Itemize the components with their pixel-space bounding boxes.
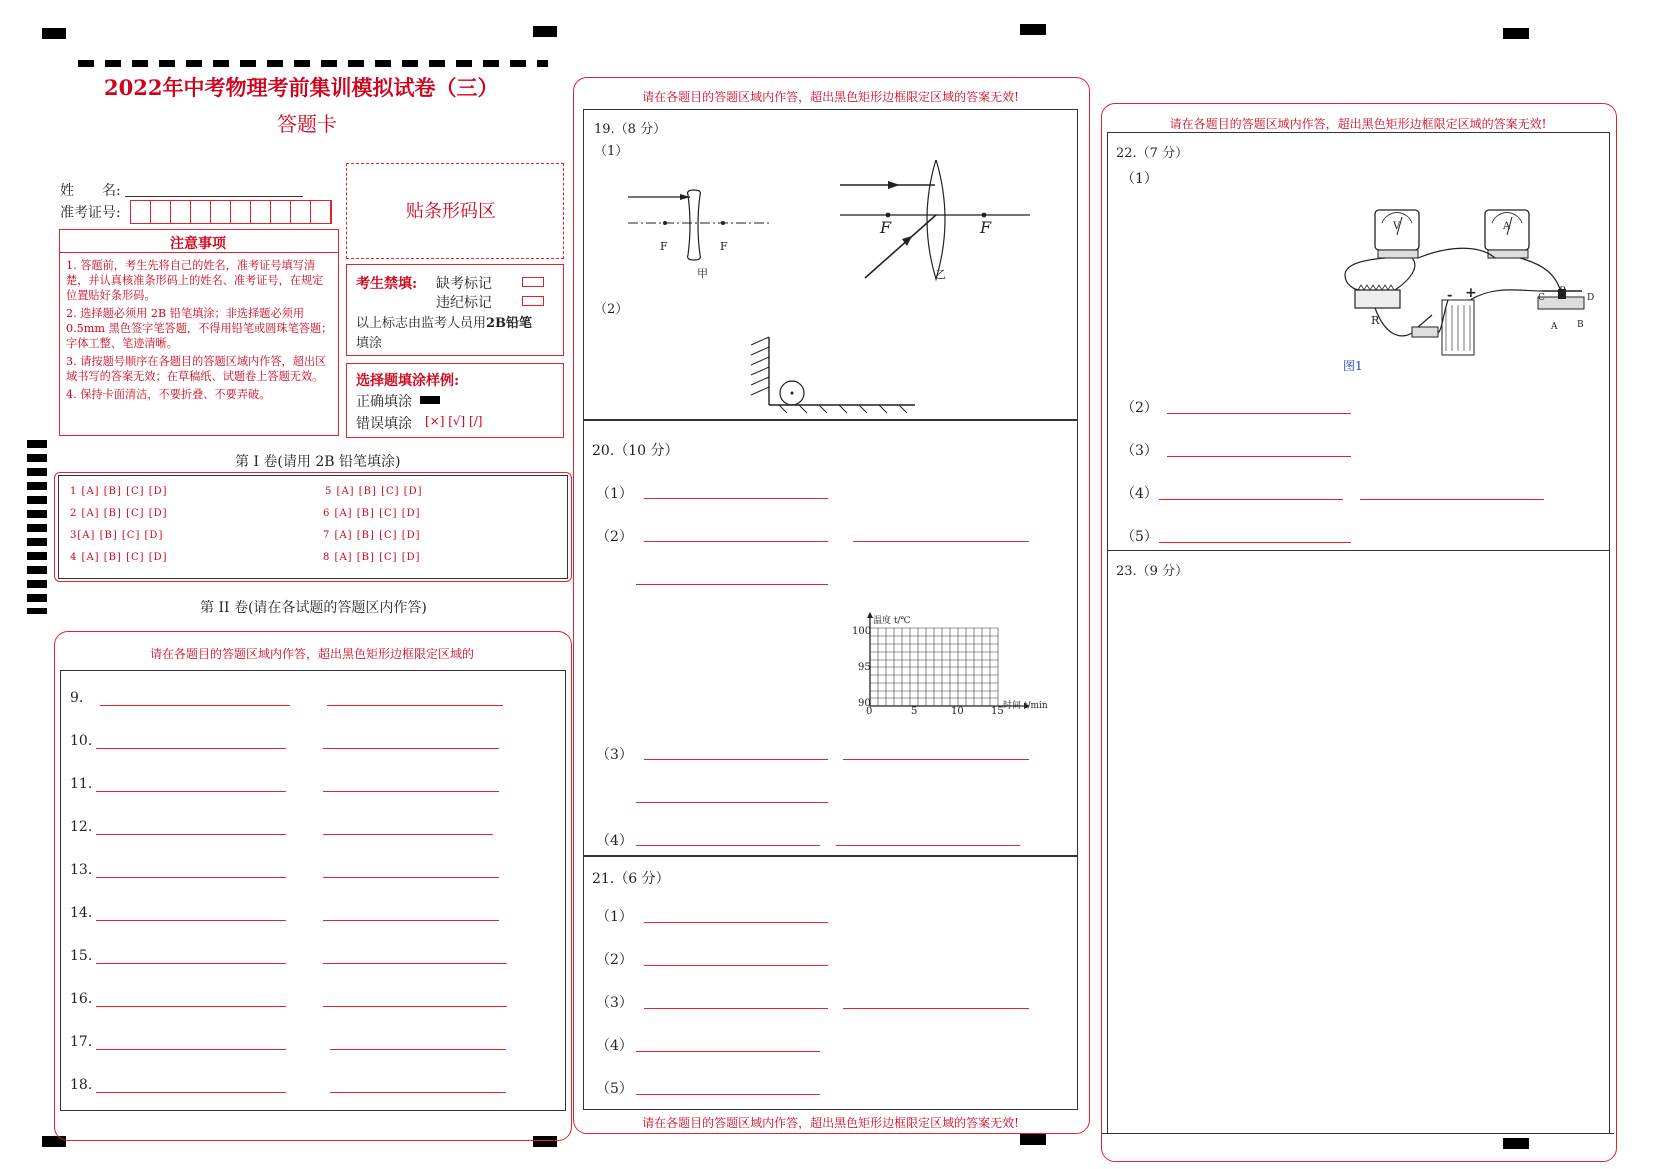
answer-line[interactable] xyxy=(636,1051,820,1052)
answer-line[interactable] xyxy=(96,834,286,835)
answer-line[interactable] xyxy=(330,1049,506,1050)
answer-line[interactable] xyxy=(323,877,499,878)
forbid-note-text: 以上标志由监考人员用 xyxy=(356,316,487,331)
dashed-top-bar xyxy=(78,60,548,67)
graph-y-label: 温度 t/℃ xyxy=(873,616,911,626)
timing-mark xyxy=(1020,1134,1046,1145)
q19-heading: 19.（8 分） xyxy=(594,122,667,137)
page-subtitle: 答题卡 xyxy=(277,112,337,136)
violation-label: 违纪标记 xyxy=(436,295,492,311)
answer-line[interactable] xyxy=(1167,413,1351,414)
timing-mark xyxy=(1503,28,1529,39)
answer-line[interactable] xyxy=(644,541,828,542)
correct-fill-label: 正确填涂 xyxy=(356,394,412,410)
battery-minus-label: - xyxy=(1447,288,1453,303)
q21-box xyxy=(583,855,1078,1110)
graph-x-label: 时间 t/min xyxy=(1003,701,1048,711)
answer-line[interactable] xyxy=(636,802,828,803)
q19-yi-label: 乙 xyxy=(935,268,946,281)
answer-line[interactable] xyxy=(644,965,828,966)
answer-line[interactable] xyxy=(644,922,828,923)
answer-line[interactable] xyxy=(327,705,503,706)
timing-mark xyxy=(1020,24,1046,35)
graph-y-tick: 95 xyxy=(858,662,871,673)
answer-line[interactable] xyxy=(96,1049,286,1050)
forbid-label: 考生禁填: xyxy=(356,276,418,292)
mcq-row-6[interactable]: 6 [A] [B] [C] [D] xyxy=(323,508,421,519)
q21-part4-label: （4） xyxy=(596,1038,633,1054)
timing-mark xyxy=(533,26,557,37)
q21-part5-label: （5） xyxy=(596,1081,633,1097)
q22-part2-label: （2） xyxy=(1121,400,1158,416)
q20-part2-label: （2） xyxy=(596,529,633,545)
forbid-note-end: 填涂 xyxy=(356,336,383,351)
q23-answer-area[interactable] xyxy=(1110,580,1605,1128)
q20-part1-label: （1） xyxy=(596,486,633,502)
wrong-fill-label: 错误填涂 xyxy=(356,416,412,432)
voltmeter-label: V xyxy=(1393,221,1401,232)
answer-line[interactable] xyxy=(636,584,828,585)
answer-line[interactable] xyxy=(1167,456,1351,457)
mcq-row-7[interactable]: 7 [A] [B] [C] [D] xyxy=(323,530,421,541)
fill-example-title: 选择题填涂样例: xyxy=(356,373,460,389)
q19-part1-label: （1） xyxy=(594,144,629,159)
exam-number-grid[interactable] xyxy=(130,200,332,224)
graph-x-tick: 0 xyxy=(866,706,873,717)
notice-item: 1. 答题前，考生先将自己的姓名，准考证号填写清楚，并认真核准条形码上的姓名、准考证号，在规定位置贴好条形码。 xyxy=(66,259,324,302)
q21-heading: 21.（6 分） xyxy=(592,871,670,887)
rheostat-d-label: D xyxy=(1587,293,1595,303)
mcq-row-1[interactable]: 1 [A] [B] [C] [D] xyxy=(70,486,168,497)
absent-label: 缺考标记 xyxy=(436,276,492,292)
rheostat-a-label: A xyxy=(1551,322,1558,332)
q21-part2-label: （2） xyxy=(596,952,633,968)
q20-part3-label: （3） xyxy=(596,747,633,763)
rheostat-p-label: P xyxy=(1559,286,1566,297)
ammeter-label: A xyxy=(1503,221,1511,232)
part2-title: 第 II 卷(请在各试题的答题区内作答) xyxy=(200,600,427,616)
question-number: 9. xyxy=(70,690,84,706)
column2-warning-bottom: 请在各题目的答题区域内作答，超出黑色矩形边框限定区域的答案无效! xyxy=(642,1116,1019,1130)
page-title: 2022年中考物理考前集训模拟试卷（三） xyxy=(104,75,499,100)
side-timing-marks xyxy=(27,440,47,614)
question-number: 15. xyxy=(70,948,93,964)
fill-blank-list xyxy=(70,690,560,1110)
q19-lens-diagrams xyxy=(620,160,1040,290)
answer-line[interactable] xyxy=(644,498,828,499)
exam-number-label: 准考证号: xyxy=(60,205,121,221)
question-number: 12. xyxy=(70,819,93,835)
graph-y-tick: 100 xyxy=(852,626,872,637)
answer-line[interactable] xyxy=(636,1094,820,1095)
question-number: 11. xyxy=(70,776,93,792)
notice-item: 2. 选择题必须用 2B 铅笔填涂；非选择题必须用 0.5mm 黑色签字笔答题，不得用铅笔或圆珠笔答题；字体工整、笔迹清晰。 xyxy=(66,307,333,350)
q19-mirror-diagram xyxy=(745,335,925,415)
answer-line[interactable] xyxy=(636,845,820,846)
forbid-note-bold: 2B铅笔 xyxy=(486,316,533,331)
q19-jia-label: 甲 xyxy=(697,267,708,280)
q22-part4-label: （4） xyxy=(1121,486,1158,502)
name-label: 姓 名: xyxy=(60,183,121,199)
answer-line[interactable] xyxy=(853,541,1029,542)
answer-line[interactable] xyxy=(323,1006,507,1007)
q22-part1-label: （1） xyxy=(1121,171,1158,187)
answer-line[interactable] xyxy=(836,845,1020,846)
q22-heading: 22.（7 分） xyxy=(1116,146,1189,161)
notice-divider xyxy=(59,252,338,253)
battery-plus-label: + xyxy=(1465,285,1477,301)
answer-line[interactable] xyxy=(323,963,507,964)
notice-item: 4. 保持卡面清洁，不要折叠、不要弄破。 xyxy=(66,388,271,401)
answer-line[interactable] xyxy=(843,1008,1029,1009)
column2-warning-top: 请在各题目的答题区域内作答，超出黑色矩形边框限定区域的答案无效! xyxy=(642,90,1019,104)
violation-mark-box[interactable] xyxy=(522,296,544,306)
answer-line[interactable] xyxy=(96,963,286,964)
question-number: 17. xyxy=(70,1034,93,1050)
notice-title: 注意事项 xyxy=(170,236,226,252)
rheostat-c-label: C xyxy=(1538,293,1545,303)
answer-line[interactable] xyxy=(644,1008,828,1009)
answer-line[interactable] xyxy=(1159,499,1343,500)
q22-part3-label: （3） xyxy=(1121,443,1158,459)
column3-box-gap xyxy=(1102,1133,1614,1134)
mcq-row-3[interactable]: 3[A] [B] [C] [D] xyxy=(70,530,164,541)
name-field[interactable] xyxy=(125,196,303,197)
answer-line[interactable] xyxy=(323,920,499,921)
answer-line[interactable] xyxy=(1159,542,1351,543)
mcq-row-2[interactable]: 2 [A] [B] [C] [D] xyxy=(70,508,168,519)
question-number: 13. xyxy=(70,862,93,878)
wrong-fill-samples: [×] [√] [/] xyxy=(425,414,483,428)
q20-heading: 20.（10 分） xyxy=(592,443,679,459)
answer-line[interactable] xyxy=(96,748,286,749)
q19-focus-label: F xyxy=(660,240,668,253)
answer-line[interactable] xyxy=(330,1092,506,1093)
answer-line[interactable] xyxy=(100,705,290,706)
mcq-row-8[interactable]: 8 [A] [B] [C] [D] xyxy=(323,552,421,563)
answer-line[interactable] xyxy=(96,1092,286,1093)
column3-warning-top: 请在各题目的答题区域内作答，超出黑色矩形边框限定区域的答案无效! xyxy=(1169,117,1547,131)
question-number: 14. xyxy=(70,905,93,921)
graph-x-tick: 5 xyxy=(911,706,918,717)
forbid-note xyxy=(356,312,532,331)
q19-focus-label: F xyxy=(720,240,728,253)
answer-line[interactable] xyxy=(96,920,286,921)
answer-line[interactable] xyxy=(1360,499,1544,500)
q21-part3-label: （3） xyxy=(596,995,633,1011)
resistor-label: R xyxy=(1371,314,1380,327)
q19-focus-label: F xyxy=(980,218,992,237)
answer-line[interactable] xyxy=(96,877,286,878)
notice-item: 3. 请按题号顺序在各题目的答题区域内作答，超出区域书写的答案无效；在草稿纸、试题卷上答题无效。 xyxy=(66,355,327,383)
answer-line[interactable] xyxy=(843,759,1029,760)
mcq-row-5[interactable]: 5 [A] [B] [C] [D] xyxy=(325,486,423,497)
timing-mark xyxy=(42,28,66,39)
q23-heading: 23.（9 分） xyxy=(1116,564,1189,579)
part1-title: 第 I 卷(请用 2B 铅笔填涂) xyxy=(235,454,401,470)
answer-line[interactable] xyxy=(644,759,828,760)
mcq-row-4[interactable]: 4 [A] [B] [C] [D] xyxy=(70,552,168,563)
graph-y-tick: 90 xyxy=(858,698,871,709)
q22-part5-label: （5） xyxy=(1121,529,1158,545)
notice-list xyxy=(66,258,334,402)
q21-part1-label: （1） xyxy=(596,909,633,925)
question-number: 16. xyxy=(70,991,93,1007)
q19-part2-label: （2） xyxy=(594,302,629,317)
answer-line[interactable] xyxy=(96,1006,286,1007)
q22-q23-divider xyxy=(1107,550,1609,551)
question-number: 10. xyxy=(70,733,93,749)
q22-figure-label: 图1 xyxy=(1343,359,1363,373)
graph-x-tick: 10 xyxy=(951,706,964,717)
question-number: 18. xyxy=(70,1077,93,1093)
rheostat-b-label: B xyxy=(1577,320,1584,330)
q20-part4-label: （4） xyxy=(596,833,633,849)
answer-line[interactable] xyxy=(323,834,493,835)
part2-warning: 请在各题目的答题区域内作答，超出黑色矩形边框限定区域的 xyxy=(149,647,474,661)
q19-focus-label: F xyxy=(880,218,892,237)
answer-line[interactable] xyxy=(96,791,286,792)
answer-line[interactable] xyxy=(323,791,499,792)
answer-line[interactable] xyxy=(323,748,499,749)
barcode-label: 贴条形码区 xyxy=(406,201,496,222)
graph-x-tick: 15 xyxy=(991,706,1004,717)
correct-fill-sample xyxy=(420,396,440,404)
absent-mark-box[interactable] xyxy=(522,277,544,287)
